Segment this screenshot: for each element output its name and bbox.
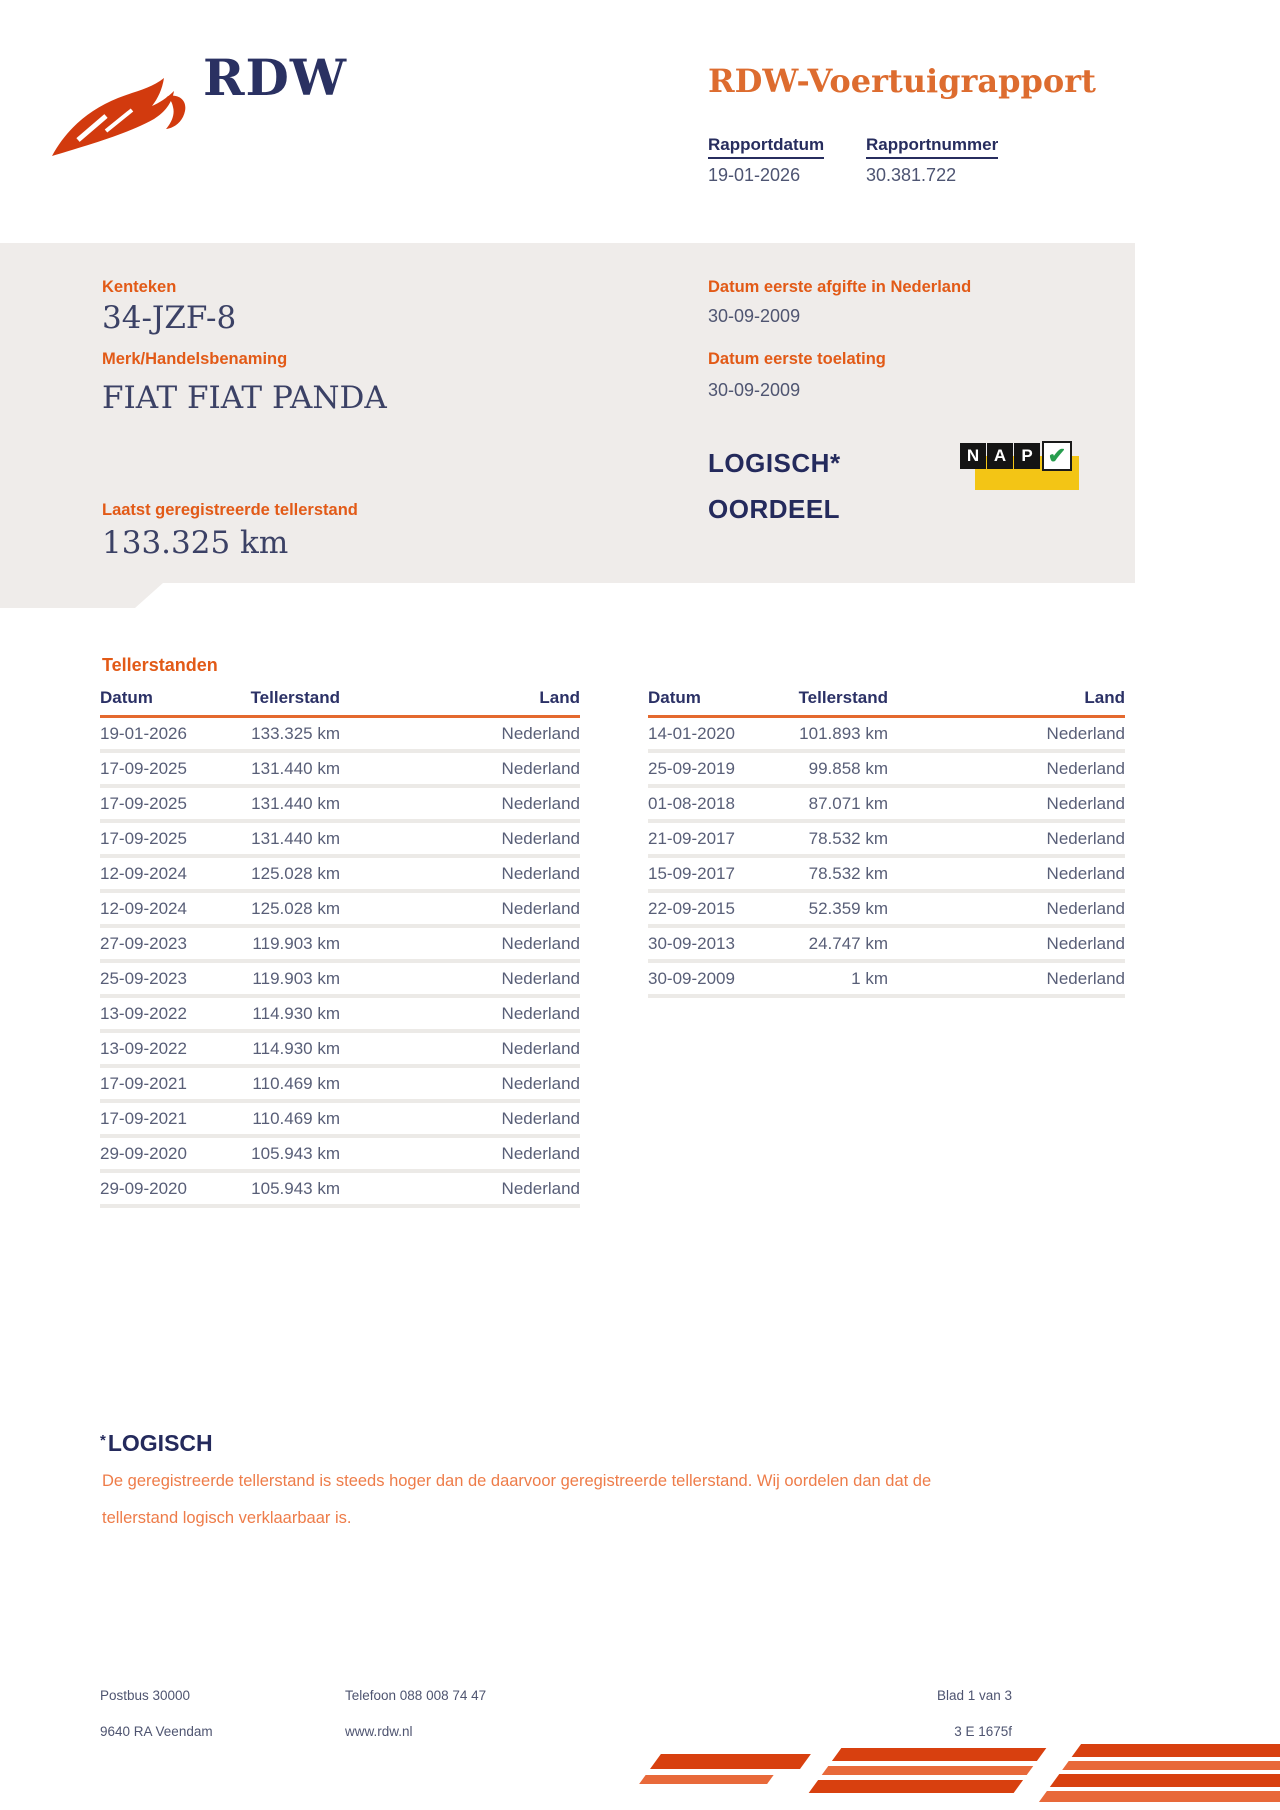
laatste-tellerstand-value: 133.325 km: [102, 525, 289, 561]
merk-label: Merk/Handelsbenaming: [102, 350, 288, 368]
table-row: [100, 928, 580, 963]
table-row: [648, 718, 1125, 753]
nap-letter-n: N: [960, 443, 986, 469]
table-row: [100, 893, 580, 928]
toelating-label: Datum eerste toelating: [708, 350, 886, 368]
cell-land: Nederland: [501, 758, 580, 778]
cell-land: Nederland: [1046, 898, 1125, 918]
tellerstanden-heading: Tellerstanden: [102, 655, 218, 675]
cell-tellerstand: 131.440 km: [251, 758, 340, 778]
cell-datum: 29-09-2020: [100, 1143, 187, 1163]
cell-datum: 17-09-2025: [100, 828, 187, 848]
cell-datum: 17-09-2025: [100, 793, 187, 813]
cell-tellerstand: 125.028 km: [251, 898, 340, 918]
cell-datum: 12-09-2024: [100, 898, 187, 918]
cell-datum: 12-09-2024: [100, 863, 187, 883]
cell-tellerstand: 114.930 km: [252, 1038, 340, 1058]
cell-datum: 25-09-2023: [100, 968, 187, 988]
cell-land: Nederland: [1046, 793, 1125, 813]
cell-datum: 14-01-2020: [648, 723, 735, 743]
cell-tellerstand: 78.532 km: [808, 863, 888, 883]
table-row: [648, 893, 1125, 928]
table-row: [648, 823, 1125, 858]
toelating-value: 30-09-2009: [708, 380, 801, 400]
cell-tellerstand: 87.071 km: [808, 793, 888, 813]
cell-tellerstand: 125.028 km: [251, 863, 340, 883]
cell-datum: 13-09-2022: [100, 1038, 187, 1058]
laatste-tellerstand-label: Laatst geregistreerde tellerstand: [102, 501, 358, 519]
cell-land: Nederland: [1046, 828, 1125, 848]
cell-datum: 13-09-2022: [100, 1003, 187, 1023]
odometer-table-left: [100, 688, 580, 1208]
cell-land: Nederland: [501, 1038, 580, 1058]
footer-page-number: Blad 1 van 3: [936, 1688, 1012, 1703]
cell-tellerstand: 105.943 km: [251, 1178, 340, 1198]
cell-tellerstand: 24.747 km: [808, 933, 888, 953]
oordeel-line1: LOGISCH*: [708, 448, 841, 478]
cell-land: Nederland: [1046, 863, 1125, 883]
report-date-value: 19-01-2026: [708, 165, 801, 185]
footer-address-line2: 9640 RA Veendam: [100, 1724, 213, 1739]
report-number-label: Rapportnummer: [866, 135, 998, 159]
table-row: [100, 998, 580, 1033]
nap-logo: [960, 441, 1082, 493]
cell-tellerstand: 133.325 km: [251, 723, 340, 743]
cell-tellerstand: 119.903 km: [252, 968, 340, 988]
odometer-table-right: [648, 688, 1125, 998]
rdw-swoosh-graphic: [620, 1744, 1280, 1810]
table-header-row: [100, 688, 580, 718]
cell-land: Nederland: [501, 863, 580, 883]
col-header-land: Land: [1084, 688, 1125, 707]
asterisk-marker: *: [100, 1432, 106, 1449]
page-title: RDW-Voertuigrapport: [708, 62, 1096, 100]
col-header-tellerstand: Tellerstand: [250, 688, 340, 707]
cell-tellerstand: 119.903 km: [252, 933, 340, 953]
cell-tellerstand: 105.943 km: [251, 1143, 340, 1163]
cell-datum: 25-09-2019: [648, 758, 735, 778]
table-row: [100, 1033, 580, 1068]
table-row: [648, 753, 1125, 788]
cell-tellerstand: 1 km: [851, 968, 888, 988]
cell-land: Nederland: [501, 1178, 580, 1198]
cell-land: Nederland: [501, 1073, 580, 1093]
cell-tellerstand: 52.359 km: [808, 898, 888, 918]
table-row: [648, 963, 1125, 998]
logisch-explanation-heading: [100, 1430, 213, 1457]
table-row: [100, 823, 580, 858]
cell-tellerstand: 131.440 km: [251, 828, 340, 848]
rdw-feather-logo-icon: [50, 68, 195, 158]
footer-address-line1: Postbus 30000: [100, 1688, 191, 1703]
nap-letter-p: P: [1014, 443, 1040, 469]
table-row: [648, 788, 1125, 823]
cell-land: Nederland: [501, 793, 580, 813]
cell-datum: 19-01-2026: [100, 723, 187, 743]
cell-land: Nederland: [501, 898, 580, 918]
cell-land: Nederland: [1046, 933, 1125, 953]
footer-website: www.rdw.nl: [345, 1724, 413, 1739]
cell-datum: 01-08-2018: [648, 793, 735, 813]
table-row: [100, 718, 580, 753]
table-row: [648, 858, 1125, 893]
cell-tellerstand: 99.858 km: [808, 758, 888, 778]
cell-datum: 17-09-2021: [100, 1108, 187, 1128]
table-row: [100, 963, 580, 998]
cell-land: Nederland: [1046, 723, 1125, 743]
cell-datum: 15-09-2017: [648, 863, 735, 883]
explanation-line1: De geregistreerde tellerstand is steeds hoger dan de daarvoor geregistreerde tellerstand. Wij oordelen dan dat de: [102, 1472, 932, 1490]
table-row: [648, 928, 1125, 963]
cell-tellerstand: 114.930 km: [252, 1003, 340, 1023]
col-header-tellerstand: Tellerstand: [798, 688, 888, 707]
cell-datum: 17-09-2021: [100, 1073, 187, 1093]
nap-checkmark-icon: ✔: [1042, 441, 1072, 471]
cell-datum: 21-09-2017: [648, 828, 735, 848]
cell-land: Nederland: [501, 1143, 580, 1163]
table-header-row: [648, 688, 1125, 718]
cell-land: Nederland: [1046, 968, 1125, 988]
oordeel-line2: OORDEEL: [708, 494, 841, 524]
cell-land: Nederland: [501, 968, 580, 988]
rdw-logo-text: RDW: [203, 48, 348, 107]
cell-datum: 27-09-2023: [100, 933, 187, 953]
cell-datum: 30-09-2009: [648, 968, 735, 988]
cell-land: Nederland: [501, 1003, 580, 1023]
afgifte-label: Datum eerste afgifte in Nederland: [708, 278, 972, 296]
cell-tellerstand: 101.893 km: [799, 723, 888, 743]
cell-land: Nederland: [501, 723, 580, 743]
cell-datum: 30-09-2013: [648, 933, 735, 953]
table-row: [100, 1103, 580, 1138]
col-header-datum: Datum: [100, 688, 153, 707]
table-row: [100, 788, 580, 823]
cell-land: Nederland: [501, 933, 580, 953]
table-row: [100, 858, 580, 893]
col-header-datum: Datum: [648, 688, 701, 707]
cell-datum: 22-09-2015: [648, 898, 735, 918]
nap-letter-a: A: [987, 443, 1013, 469]
table-row: [100, 1138, 580, 1173]
footer-phone: Telefoon 088 008 74 47: [345, 1688, 487, 1703]
cell-land: Nederland: [501, 828, 580, 848]
cell-land: Nederland: [501, 1108, 580, 1128]
footer-form-code: 3 E 1675f: [954, 1724, 1012, 1739]
logisch-explanation-text: [102, 1463, 1002, 1537]
report-date-label: Rapportdatum: [708, 135, 824, 159]
afgifte-value: 30-09-2009: [708, 306, 801, 326]
logisch-heading-text: LOGISCH: [107, 1430, 213, 1456]
table-row: [100, 1173, 580, 1208]
explanation-line2: tellerstand logisch verklaarbaar is.: [102, 1509, 352, 1527]
cell-tellerstand: 78.532 km: [808, 828, 888, 848]
cell-datum: 17-09-2025: [100, 758, 187, 778]
col-header-land: Land: [539, 688, 580, 707]
cell-tellerstand: 110.469 km: [252, 1108, 340, 1128]
cell-land: Nederland: [1046, 758, 1125, 778]
cell-tellerstand: 131.440 km: [251, 793, 340, 813]
cell-datum: 29-09-2020: [100, 1178, 187, 1198]
cell-tellerstand: 110.469 km: [252, 1073, 340, 1093]
merk-value: FIAT FIAT PANDA: [102, 380, 387, 416]
table-row: [100, 1068, 580, 1103]
kenteken-label: Kenteken: [102, 278, 177, 296]
report-number-value: 30.381.722: [866, 165, 957, 185]
kenteken-value: 34-JZF-8: [102, 300, 237, 336]
table-row: [100, 753, 580, 788]
